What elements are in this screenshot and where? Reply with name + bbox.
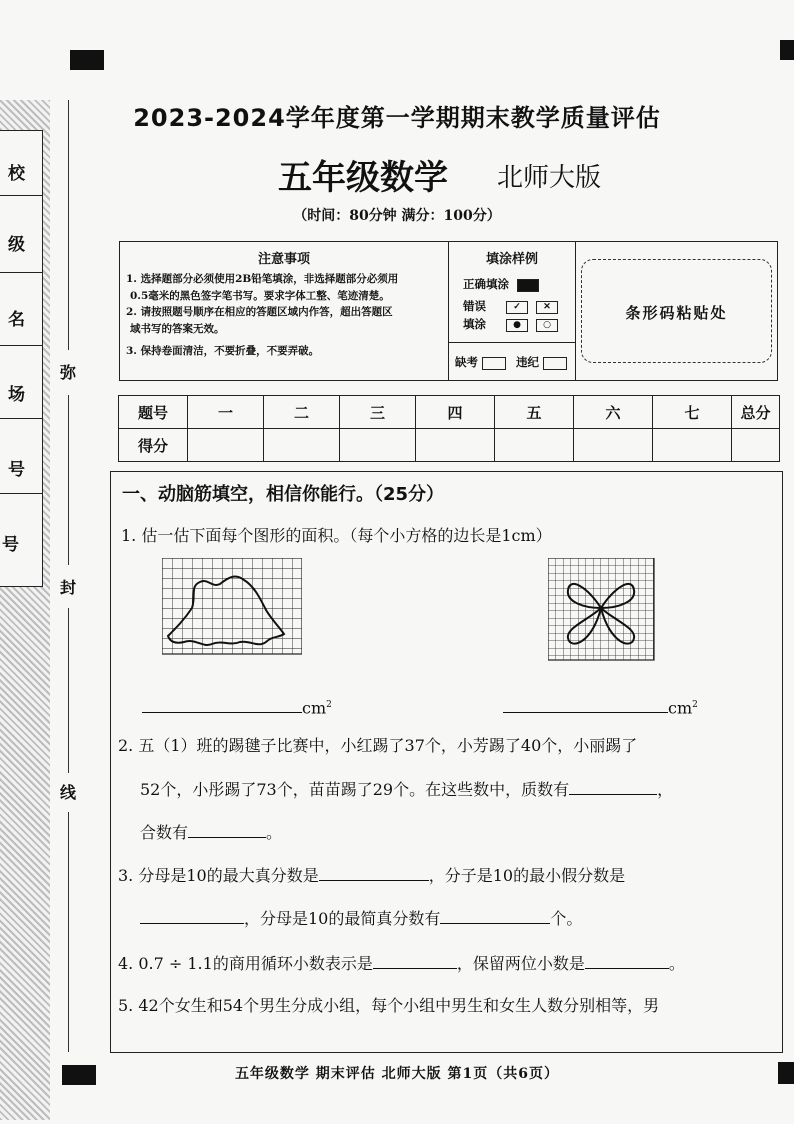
area-1-blank[interactable] [142,696,302,713]
correct-fill-sample-icon [517,279,539,292]
notice-item-3: 3. 保持卷面清洁，不要折叠，不要弄破。 [126,345,320,357]
score-table [118,395,780,462]
answer-area-2: $cm^2$ [503,694,698,719]
answer-area-1: $cm^2$ [142,694,332,719]
question-2-line-3: 合数有 。 [140,823,283,842]
notice-item-1: 1. 选择题部分必须使用2B铅笔填涂，非选择题部分必须用 [126,273,399,285]
info-class: 级 [0,196,42,273]
registration-mark-top-left [70,50,104,70]
question-2-line-1: 2. 五（1）班的踢毽子比赛中，小红踢了37个，小芳踢了40个，小丽踢了 [118,736,638,755]
min-improper-fraction-blank[interactable] [140,907,244,924]
simplest-fractions-blank[interactable] [440,907,550,924]
wrong-fill-row-2: 填涂 ● ○ [463,316,558,332]
barcode-label: 条形码粘贴处 [625,304,728,322]
score-cell[interactable] [653,429,732,462]
correct-fill-row: 正确填涂 [463,276,539,292]
question-3-line-1: 3. 分母是10的最大真分数是 ，分子是10的最小假分数是 [118,866,626,885]
score-cell[interactable] [340,429,416,462]
seal-char-xian: 线 [60,783,77,802]
seal-line-2 [68,395,69,565]
seal-char-mi: 弥 [60,363,77,382]
hollow-dot-icon: ○ [536,319,558,332]
grid-figure-clover [548,558,656,661]
notice-divider [449,342,575,343]
question-3-line-2: ，分母是10的最简真分数有 个。 [140,907,582,930]
absent-checkbox[interactable] [482,357,506,370]
score-cell[interactable] [416,429,495,462]
primes-blank[interactable] [569,778,657,795]
fill-sample-title: 填涂样例 [485,252,538,267]
question-2-line-2: 52个，小彤踢了73个，苗苗踢了29个。在这些数中，质数有 ， [140,780,674,799]
violation-checkbox[interactable] [543,357,567,370]
score-header-cell: 六 [574,396,653,429]
score-header-cell: 总分 [732,396,780,429]
cross-mark-icon: ✕ [536,301,558,314]
exam-title: 2023-2024学年度第一学期期末教学质量评估 [133,104,661,132]
question-5: 5. 42个女生和54个男生分成小组，每个小组中男生和女生人数分别相等，男 [118,996,660,1015]
section1-title: 一、动脑筋填空，相信你能行。（25分） [122,484,445,505]
composites-blank[interactable] [188,821,266,838]
max-proper-fraction-blank[interactable] [319,864,429,881]
score-table-header-row [119,396,780,429]
seal-line-3 [68,608,69,773]
student-info-column [0,130,43,587]
page-footer: 五年级数学 期末评估 北师大版 第1页（共6页） [234,1066,560,1082]
question-4: 4. 0.7 ÷ 1.1的商用循环小数表示是 ，保留两位小数是 。 [118,954,685,973]
score-cell[interactable] [732,429,780,462]
score-table-score-row [119,429,780,462]
repeating-decimal-blank[interactable] [373,952,457,969]
score-cell[interactable] [188,429,264,462]
fill-sample-column [449,242,576,380]
two-decimal-blank[interactable] [585,952,669,969]
info-exam-number: 号 [2,535,19,555]
info-seat: 号 [0,419,42,494]
score-header-cell: 题号 [119,396,188,429]
registration-mark-top-right [780,40,794,60]
score-header-cell: 一 [188,396,264,429]
score-row-label: 得分 [119,429,188,462]
grid-figure-irregular [162,558,302,655]
score-header-cell: 三 [340,396,416,429]
notice-instructions [120,242,449,380]
barcode-area [581,259,772,363]
notice-item-2b: 域书写的答案无效。 [130,322,225,335]
absent-violation-row: 缺考 违纪 [455,354,567,370]
filled-dot-icon: ● [506,319,528,332]
info-name: 名 [0,273,42,346]
score-cell[interactable] [264,429,340,462]
area-2-blank[interactable] [503,696,668,713]
score-cell[interactable] [574,429,653,462]
info-school: 校 [0,131,42,196]
question-1: 1. 估一估下面每个图形的面积。（每个小方格的边长是1cm） [121,526,552,545]
score-header-cell: 七 [653,396,732,429]
score-cell[interactable] [495,429,574,462]
info-room: 场 [0,346,42,419]
score-header-cell: 四 [416,396,495,429]
notice-item-1b: 0.5毫米的黑色签字笔书写。要求字体工整、笔迹清楚。 [130,289,390,302]
wrong-fill-row-1: 错误 ✓ ✕ [463,298,558,314]
score-header-cell: 五 [495,396,574,429]
check-mark-icon: ✓ [506,301,528,314]
seal-char-feng: 封 [60,578,77,597]
notice-title: 注意事项 [257,252,310,267]
exam-time-info: （时间：80分钟 满分：100分） [293,208,501,224]
exam-edition: 北师大版 [497,163,602,193]
notice-item-2: 2. 请按照题号顺序在相应的答题区域内作答，超出答题区 [126,306,393,318]
seal-line-4 [68,812,69,1052]
seal-line-1 [68,100,69,350]
score-header-cell: 二 [264,396,340,429]
notice-box [119,241,778,381]
exam-subject: 五年级数学 [278,158,448,198]
